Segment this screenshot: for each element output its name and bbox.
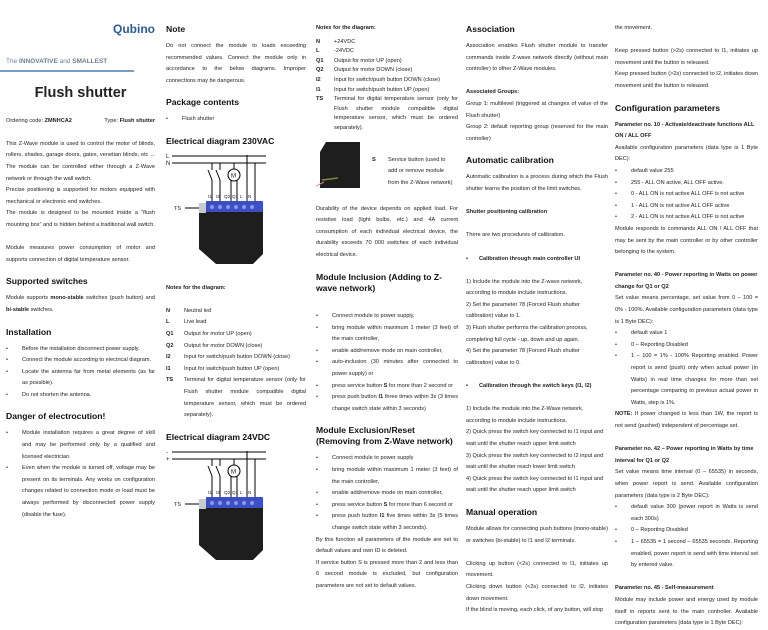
section-heading: Automatic calibration — [466, 155, 554, 166]
bold-text: S — [383, 382, 388, 389]
text: Module supports — [6, 295, 51, 302]
paragraph: Set value means time interval (0 – 65535) in seconds, when power report is send. Available configuration parameters (data type is 2 Byte DEC): — [615, 469, 758, 499]
subheading: Shutter positioning calibration — [466, 209, 548, 216]
diagram-label: Q2 — [224, 193, 231, 199]
spacer — [466, 393, 608, 405]
subheading: Parameter no. 40 - Power reporting in Watts on power change for Q1 or Q2 — [615, 272, 758, 290]
module-body — [199, 206, 263, 264]
diagram-notes-list — [166, 306, 306, 422]
text: press service button — [332, 501, 384, 508]
tagline-bold: SMALLEST — [72, 58, 108, 65]
module-body — [199, 502, 263, 560]
paragraph: Durability of the device depends on applied load. For resistive load (light bulbs, etc.) and 4A current consumption of each individual electrical device, the durability exceeds 70 000 switches of each individual electrical device. — [316, 205, 458, 258]
paragraph: Precise positioning is supported for motors equipped with mechanical or electronic end switches. — [6, 187, 155, 205]
bullet-heading: • Calibration through the switch keys (I1, I2) — [466, 381, 608, 393]
spacer — [466, 265, 608, 277]
bold-text: bi-stable — [6, 306, 30, 313]
section-heading: Manual operation — [466, 506, 538, 517]
paragraph — [615, 409, 758, 432]
bullet-item: • Even when the module is turned off, voltage may be present on its terminals. Any works on configuration changes related to connection mode or load must be always performed by disconnected power supply (disable the fuse). — [6, 463, 155, 521]
terminal-screw — [234, 205, 238, 209]
type-value: Flush shutter — [119, 117, 155, 124]
note-key: I1 — [166, 365, 171, 372]
bullet-item: • 1 - ALL ON is not active ALL OFF active — [615, 201, 758, 213]
spacer — [466, 242, 608, 254]
bullet-item: • default value 255 — [615, 166, 758, 178]
switch-icon — [216, 170, 220, 180]
electrical-diagram — [166, 449, 306, 573]
type-info — [104, 116, 155, 128]
text: for more than 6 second or — [387, 501, 453, 508]
note-key: Q1 — [166, 330, 174, 337]
bullet-item: • Do not shorten the antenna. — [6, 390, 155, 402]
diagram-label: TS — [174, 501, 182, 508]
ordering-label: Ordering code: — [6, 117, 45, 124]
text: five times within 3s (5 times change switch state within 3 seconds). — [332, 513, 458, 531]
column-4 — [466, 22, 608, 617]
spacer — [466, 369, 608, 381]
bullet-item — [316, 511, 458, 534]
note-value: Input for switch/push button UP (open) — [334, 86, 430, 93]
bullet-item: • Before the installation disconnect power supply. — [6, 344, 155, 356]
note-value: Terminal for digital temperature sensor (only for Flush shutter module compatible digital temperature sensor, which must be ordered separately). — [184, 377, 306, 419]
bold-text: I1 — [379, 513, 385, 520]
paragraph: Module allows for connecting push buttons (mono-stable) or switches (bi-stable) to I1 and I2 terminals. — [466, 525, 608, 544]
module-body — [320, 142, 360, 188]
bold-text: S — [383, 501, 388, 508]
note-key: L — [316, 48, 320, 55]
diagram-label: N — [166, 160, 171, 167]
terminal-screw — [210, 501, 214, 505]
ts-connector — [199, 499, 206, 509]
bullet-item — [316, 392, 458, 415]
paragraph: If service button S is pressed more than 2 and less than 6 second module is excluded, but configuration parameters are not set to default values. — [316, 559, 458, 589]
subheading: Parameter no. 10 - Activate/deactivate functions ALL ON / ALL OFF — [615, 121, 755, 140]
bullet-item: • 1 – 100 = 1% - 100% Reporting enabled. Power report is send (push) only when actual power (in Watts) in real time changes for more than set percentage comparing to previous actual power in Watts, step is 1%. — [615, 351, 758, 409]
note-value: Input for switch/push button DOWN (close) — [334, 76, 441, 83]
bullet-item: • Flush shutter — [166, 114, 306, 126]
bullet-item: • 255 - ALL ON active, ALL OFF active. — [615, 178, 758, 190]
spacer — [615, 572, 758, 584]
section-heading: Electrical diagram 24VDC — [166, 431, 271, 442]
document-title: Flush shutter — [34, 84, 127, 101]
diagram-label: L — [240, 489, 243, 495]
diagram-label: I1 — [208, 489, 212, 495]
text: three times within 3s (3 times change switch state within 3 seconds) — [332, 394, 458, 412]
text: press push button — [332, 394, 379, 401]
diagram-label: - — [166, 449, 168, 456]
text: switches (push button) and — [83, 295, 155, 302]
note-key: Q2 — [166, 342, 174, 349]
note-row — [316, 86, 458, 96]
spacer — [615, 35, 758, 47]
numbered-step: 1) Include the module into the Z-Wave network, according to module include instructions. — [466, 406, 584, 424]
diagram-label: M — [231, 469, 236, 476]
note-key: N — [316, 38, 321, 45]
spacer — [466, 219, 608, 231]
numbered-step: 1) Include the module into the Z-wave network, according to module include instructions. — [466, 278, 583, 297]
bullet-item — [316, 500, 458, 512]
subheading: Notes for the diagram: — [166, 284, 226, 291]
note-value: Output for motor UP (open) — [334, 57, 402, 64]
note-value: Input for switch/push button UP (open) — [184, 365, 280, 372]
terminal-screw — [234, 501, 238, 505]
spacer — [615, 433, 758, 445]
switch-icon — [216, 466, 220, 476]
column-1 — [6, 0, 155, 521]
diagram-notes-list — [316, 38, 458, 134]
paragraph: If the blind is moving, each click, of any button, will stop — [466, 607, 604, 614]
paragraph: Do not connect the module to loads exceeding recommended values. Connect the module only in accordance to the below diagrams. Improper connections may be dangerous. — [166, 43, 306, 84]
note-row — [316, 66, 458, 76]
bullet-item: • default value 300 (power report in Watts is send each 300s) — [615, 502, 758, 525]
diagram-label: N — [248, 193, 252, 199]
terminal-screw — [226, 501, 230, 505]
bullet-item: • Locate the antenna far from metal elements (as far as possible). — [6, 367, 155, 390]
header-rule — [0, 70, 134, 72]
text: for more than 2 second or — [387, 382, 453, 389]
terminal-screw — [226, 205, 230, 209]
note-value: Output for motor DOWN (close) — [184, 342, 263, 349]
bullet-item: • 0 – Reporting Disabled — [615, 525, 758, 537]
note-key: N — [166, 307, 171, 314]
diagram-label: + — [166, 456, 170, 463]
paragraph — [6, 293, 155, 316]
electrical-diagram — [166, 153, 306, 277]
paragraph: There are two procedures of calibration. — [466, 232, 565, 239]
note-value: Neutral led — [184, 307, 212, 314]
paragraph: the movement. — [615, 25, 652, 31]
paragraph: Module may include power and energy used by module itself in reports sent to the main controller. Available configuration parameters (data type is 1 Byte DEC): — [615, 596, 758, 627]
terminal-screw — [242, 501, 246, 505]
bullet-item — [316, 381, 458, 393]
spacer — [6, 232, 155, 244]
note-row — [166, 341, 306, 353]
bullet-item: • 2 - ALL ON is not active ALL OFF is not active — [615, 212, 758, 224]
paragraph: Group 1: multilevel (triggered at changes of value of the Flush shutter) — [466, 100, 608, 119]
section-heading: Module Inclusion (Adding to Z-wave network) — [316, 271, 443, 293]
paragraph: This Z-Wave module is used to control the motor of blinds, rollers, shades, garage doors, gates, venetian blinds, etc ... The module can be controlled either through a Z-Wave network or through the wall switch. — [6, 140, 155, 182]
paragraph: Group 2: default reporting group (reserved for the main controller) — [466, 124, 608, 142]
note-row — [166, 317, 306, 329]
note-value: Terminal for digital temperature sensor (only for Flush shutter module compatible digital temperature sensor, which must be ordered separately). — [334, 96, 458, 131]
tagline — [6, 56, 155, 68]
qubino-logo: Qubino — [113, 22, 155, 36]
bullet-item: • Connect the module according to electrical diagram. — [6, 355, 155, 367]
section-heading: Supported switches — [6, 276, 88, 287]
terminal-screw — [218, 205, 222, 209]
service-description: Service button (used to add or remove module from the Z-Wave network) — [388, 156, 453, 186]
note-value: Live lead — [184, 319, 207, 326]
switch-icon — [208, 170, 212, 180]
diagram-label: Q1 — [232, 193, 239, 199]
note-row — [166, 364, 306, 376]
spacer — [166, 294, 306, 306]
wiring-diagram — [166, 449, 306, 567]
note-value: Output for motor DOWN (close) — [334, 67, 413, 74]
terminal-screw — [218, 501, 222, 505]
note-value: Input for switch/push button DOWN (close) — [184, 354, 291, 361]
diagram-label: I1 — [208, 193, 212, 199]
type-label: Type: — [104, 117, 120, 124]
note-key: I1 — [316, 86, 321, 93]
note-row — [166, 306, 306, 318]
section-heading: Configuration parameters — [615, 102, 721, 113]
bullet-item: • 0 - ALL ON is not active ALL OFF is not active — [615, 189, 758, 201]
paragraph: Association enables Flush shutter module to transfer commands inside Z-wave network directly (without main controller) to other Z-Wave modules. — [466, 43, 608, 73]
diagram-label: TS — [174, 205, 182, 212]
bold-text: I1 — [378, 394, 384, 401]
diagram-label: L — [166, 153, 170, 160]
ordering-info — [6, 116, 155, 128]
bullet-item: • 0 – Reporting Disabled — [615, 340, 758, 352]
switch-icon — [208, 466, 212, 476]
text: press push button — [332, 513, 380, 520]
subheading: Parameter no. 45 - Self-measurement — [615, 585, 714, 592]
numbered-step: 2) Quick press the switch key connected to I1 input and wait until the shutter reach upper limit switch — [466, 429, 604, 447]
bullet-item: • enable add/remove mode on main controller, — [316, 488, 458, 500]
paragraph: Set value means percentage, set value from 0 – 100 = 0% - 100%. Available configuration parameters (data type is 1 Byte DEC): — [615, 295, 758, 325]
numbered-step: 4) Quick press the switch key connected to I1 input and wait until the shutter reach upper limit switch — [466, 475, 604, 494]
paragraph: The module is designed to be mounted inside a “flush mounting box” and is hidden behind a traditional wall switch. — [6, 210, 155, 228]
ordering-code — [6, 116, 72, 128]
bold-text: NOTE: — [615, 411, 633, 418]
diagram-label: I2 — [216, 489, 220, 495]
note-key: I2 — [166, 354, 171, 361]
section-heading: Installation — [6, 326, 52, 337]
spacer — [466, 76, 608, 88]
note-row — [316, 95, 458, 133]
bullet-item: • Connect module to power supply — [316, 453, 458, 465]
numbered-step: 3) Quick press the switch key connected to I2 input and wait until the shutter reach lower limit switch — [466, 452, 604, 471]
note-row — [166, 329, 306, 341]
subheading: Parameter no. 42 – Power reporting in Watts by time interval for Q1 or Q2 — [615, 446, 754, 464]
bold-text: mono-stable — [50, 295, 84, 302]
bullet-item: • auto-inclusion (30 minutes after connected to power supply) or — [316, 357, 458, 380]
bullet-item: • default value 1 — [615, 328, 758, 340]
numbered-step: 2) Set the parameter 78 (Forced Flush shutter calibration) value to 1. — [466, 301, 580, 320]
note-row — [316, 38, 458, 48]
note-row — [316, 47, 458, 57]
text: If power changed is less than 1W, the report is not send (pushed) independent of percentage set. — [615, 411, 758, 429]
ts-connector — [199, 203, 206, 213]
bullet-item: • 1 – 65535 = 1 second – 65535 seconds. Reporting enabled, power report is send with time interval set by entered value. — [615, 537, 758, 572]
subheading: Associated Groups: — [466, 89, 520, 96]
paragraph: Keep pressed button (>2s) connected to I2, initiates down movement until the button is released. — [615, 71, 758, 89]
note-key: Q2 — [316, 67, 324, 74]
column-1-body — [6, 139, 155, 521]
section-heading: Note — [166, 24, 186, 34]
note-key: TS — [166, 377, 174, 384]
paragraph: Module responds to commands ALL ON / ALL OFF that may be sent by the main controller or by other controller belonging to the system. — [615, 225, 758, 256]
note-key: Q1 — [316, 57, 324, 64]
note-key: TS — [316, 96, 324, 103]
note-row — [166, 352, 306, 364]
spacer — [615, 259, 758, 271]
spacer — [466, 196, 608, 208]
bullet-item: • bring module within maximum 1 meter (3 feet) of the main controller, — [316, 465, 458, 488]
note-key: L — [166, 319, 170, 326]
section-heading: Electrical diagram 230VAC — [166, 135, 275, 146]
note-row — [316, 57, 458, 67]
note-value: Output for motor UP (open) — [184, 330, 252, 337]
diagram-label: L — [240, 193, 243, 199]
spacer — [316, 300, 458, 312]
spacer — [466, 547, 608, 559]
diagram-label: I2 — [216, 193, 220, 199]
paragraph: By this function all parameters of the module are set to default values and own ID is deleted. — [316, 536, 458, 555]
section-heading: Association — [466, 24, 515, 34]
note-row — [316, 76, 458, 86]
terminal-screw — [242, 205, 246, 209]
numbered-step: 3) Flush shutter performs the calibration process, completing full cycle - up, down and up again. — [466, 325, 588, 343]
text: press service button — [332, 382, 384, 389]
module-corner-image — [316, 142, 366, 190]
section-heading: Danger of electrocution! — [6, 411, 106, 422]
service-button-figure — [316, 142, 458, 190]
numbered-step: 4) Set the parameter 78 (Forced Flush shutter calibration) value to 0. — [466, 348, 580, 366]
column-2 — [166, 22, 306, 578]
text: switches. — [29, 306, 54, 313]
paragraph: Module measures power consumption of motor and supports connection of digital temperature sensor. — [6, 245, 155, 263]
terminal-screw — [250, 501, 254, 505]
terminal-screw — [250, 205, 254, 209]
tagline-text: The — [6, 58, 20, 65]
wiring-diagram — [166, 153, 306, 271]
paragraph: Clicking up button (<2s) connected to I1, initiates up movement. — [466, 560, 608, 579]
terminal-screw — [210, 205, 214, 209]
diagram-label: M — [231, 173, 236, 180]
service-key: S — [372, 156, 376, 163]
note-row — [166, 375, 306, 421]
section-heading: Module Exclusion/Reset (Removing from Z-Wave network) — [316, 425, 453, 447]
bullet-heading: • Calibration through main controller UI — [466, 254, 608, 266]
bullet-item: • enable add/remove mode on main controller, — [316, 346, 458, 358]
note-value: +24VDC — [334, 38, 356, 45]
column-3 — [316, 23, 458, 593]
note-value: -24VDC — [334, 48, 354, 55]
bullet-item: • Module installation requires a great degree of skill and may be performed only by a qualified and licensed electrician. — [6, 428, 155, 463]
bullet-item: • bring module within maximum 1 meter (3 feet) of the main controller, — [316, 323, 458, 346]
subheading: Notes for the diagram: — [316, 25, 376, 31]
note-key: I2 — [316, 76, 321, 83]
tagline-bold: INNOVATIVE — [19, 58, 58, 65]
paragraph: Keep pressed button (>2s) connected to I1, initiates up movement until the button is released. — [615, 48, 758, 66]
bullet-item: • Connect module to power supply, — [316, 311, 458, 323]
diagram-label: N — [248, 489, 252, 495]
paragraph: Automatic calibration is a process during which the Flush shutter learns the position of the limit switches. — [466, 174, 608, 192]
section-heading: Package contents — [166, 97, 240, 108]
paragraph: Available configuration parameters (data type is 1 Byte DEC): — [615, 144, 758, 163]
tagline-text: and — [57, 58, 73, 65]
column-5 — [615, 23, 758, 630]
diagram-label: Q2 — [224, 489, 231, 495]
ordering-value: ZMNHCA2 — [44, 117, 72, 124]
diagram-label: Q1 — [232, 489, 239, 495]
paragraph: Clicking down button (<2s) connected to I2, initiates down movement. — [466, 583, 608, 602]
